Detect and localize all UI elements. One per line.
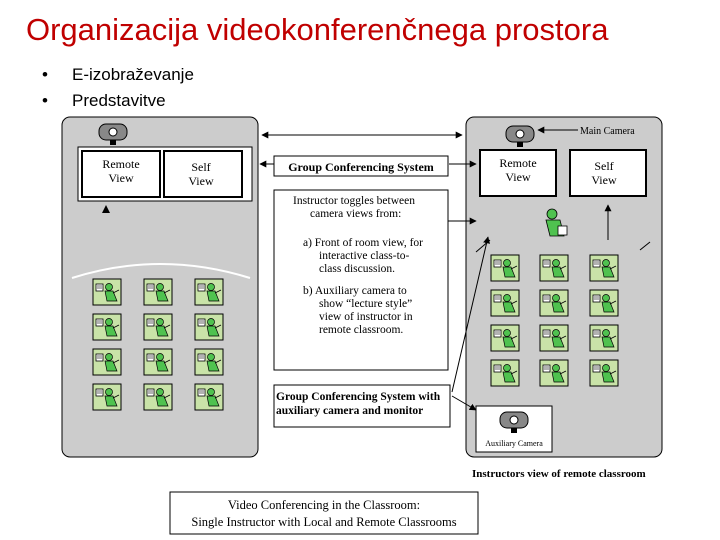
remote-self-view-label-2: View bbox=[591, 173, 617, 187]
remote-remote-view-label-1: Remote bbox=[499, 156, 537, 170]
student-seat bbox=[93, 279, 121, 305]
student-seat bbox=[540, 360, 568, 386]
student-seat bbox=[93, 349, 121, 375]
note-line: class discussion. bbox=[319, 263, 396, 275]
note-line: remote classroom. bbox=[319, 324, 404, 336]
student-seat bbox=[491, 325, 519, 351]
student-seat bbox=[590, 290, 618, 316]
slide-title: Organizacija videokonferenčnega prostora bbox=[26, 12, 609, 47]
diagram-caption-line-1: Video Conferencing in the Classroom: bbox=[227, 498, 421, 512]
student-seat bbox=[491, 255, 519, 281]
bullet-text: Predstavitve bbox=[72, 91, 166, 110]
aux-system-label-2: auxiliary camera and monitor bbox=[276, 405, 424, 417]
main-camera-label: Main Camera bbox=[580, 126, 635, 137]
student-seat bbox=[491, 360, 519, 386]
student-seat bbox=[93, 384, 121, 410]
student-seat bbox=[144, 384, 172, 410]
note-line: camera views from: bbox=[310, 208, 402, 220]
instructors-view-caption: Instructors view of remote classroom bbox=[472, 468, 646, 480]
aux-system-label-1: Group Conferencing System with bbox=[276, 391, 441, 403]
remote-classroom bbox=[466, 117, 662, 457]
local-classroom bbox=[62, 117, 258, 457]
student-seat bbox=[195, 279, 223, 305]
student-seat bbox=[590, 255, 618, 281]
student-seat bbox=[144, 279, 172, 305]
student-seat bbox=[491, 290, 519, 316]
student-seat bbox=[195, 384, 223, 410]
student-seat bbox=[195, 314, 223, 340]
student-seat bbox=[540, 325, 568, 351]
student-seat bbox=[590, 360, 618, 386]
student-seat bbox=[93, 314, 121, 340]
bullet-text: E-izobraževanje bbox=[72, 65, 194, 84]
remote-self-view-label-1: Self bbox=[594, 159, 614, 173]
group-system-label: Group Conferencing System bbox=[288, 160, 434, 174]
student-seat bbox=[195, 349, 223, 375]
note-line: Instructor toggles between bbox=[293, 195, 415, 207]
diagram-caption-line-2: Single Instructor with Local and Remote Classrooms bbox=[191, 515, 457, 529]
student-seat bbox=[540, 255, 568, 281]
bullet-glyph: • bbox=[42, 91, 48, 110]
local-self-view-label-2: View bbox=[188, 174, 214, 188]
note-line: a) Front of room view, for bbox=[303, 237, 423, 249]
note-line: interactive class-to- bbox=[319, 250, 410, 262]
note-line: view of instructor in bbox=[319, 311, 413, 323]
note-line: show “lecture style” bbox=[319, 298, 413, 310]
student-seat bbox=[540, 290, 568, 316]
local-remote-view-label-2: View bbox=[108, 171, 134, 185]
bullet-glyph: • bbox=[42, 65, 48, 84]
local-self-view-label-1: Self bbox=[191, 160, 211, 174]
student-seat bbox=[144, 349, 172, 375]
remote-remote-view-label-2: View bbox=[505, 170, 531, 184]
note-line: b) Auxiliary camera to bbox=[303, 285, 407, 297]
student-seat bbox=[590, 325, 618, 351]
student-seat bbox=[144, 314, 172, 340]
local-remote-view-label-1: Remote bbox=[102, 157, 140, 171]
auxiliary-camera-label: Auxiliary Camera bbox=[485, 439, 543, 448]
